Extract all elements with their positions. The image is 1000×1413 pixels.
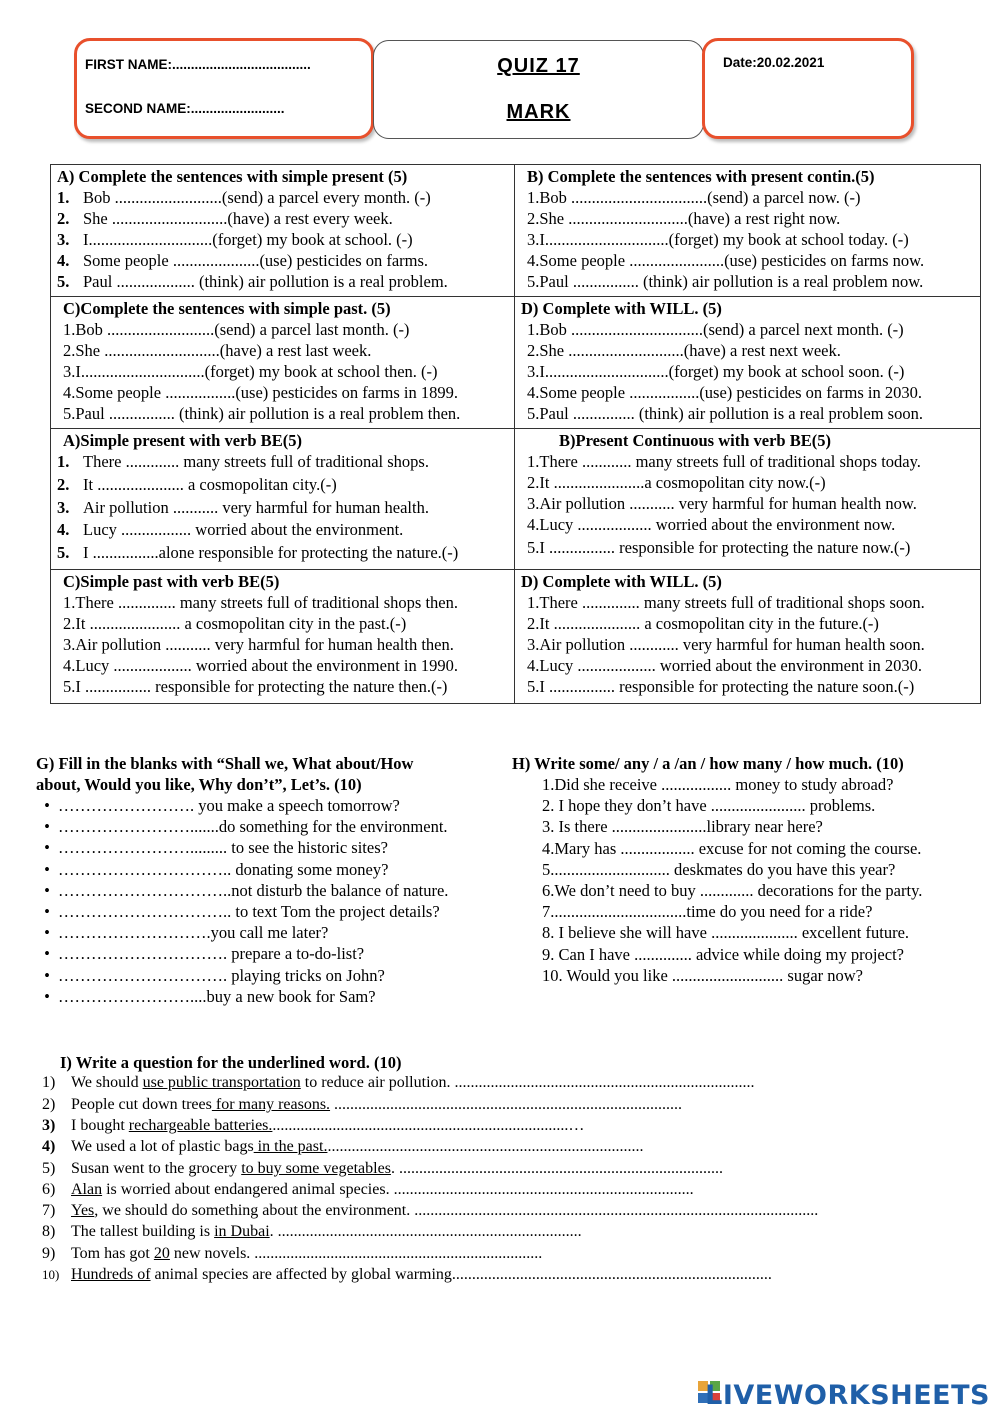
exercise-line: 4. Some people .....................(use) pesticides on farms. — [57, 251, 429, 270]
exercise-line: 4.Some people .................(use) pesticides on farms in 1899. — [63, 383, 459, 402]
fill-item: 2. I hope they don’t have ....................... problems. — [542, 796, 876, 816]
question-item: 4) We used a lot of plastic bags in the past................................................................................ — [42, 1138, 644, 1155]
fill-item: 6.We don’t need to buy ............. decorations for the party. — [542, 881, 923, 901]
section-title: B)Present Continuous with verb BE(5) — [559, 431, 831, 450]
exercise-line: 2.She .............................(have) a rest right now. — [527, 209, 841, 228]
exercise-line: 1.Bob ................................(send) a parcel next month. (-) — [527, 320, 904, 339]
exercise-line: 5.Paul ............... (think) air pollution is a real problem soon. — [527, 404, 923, 423]
exercise-line: 5. Paul ................... (think) air pollution is a real problem. — [57, 272, 448, 291]
fill-item: • ………………………….. to text Tom the project details? — [44, 902, 440, 922]
exercise-line: 2.She ............................(have) a rest next week. — [527, 341, 841, 360]
section-b-continuous-be — [515, 429, 981, 570]
fill-item: 3. Is there .......................library near here? — [542, 817, 823, 837]
exercise-line: 3.I..............................(forget) my book at school then. (-) — [63, 362, 438, 381]
quiz-title: QUIZ 17 — [497, 55, 580, 77]
section-a-simple-present — [51, 165, 515, 297]
question-item: 5) Susan went to the grocery to buy some vegetables. ................................................................................. — [42, 1160, 723, 1177]
exercise-line: 3. I..............................(forget) my book at school. (-) — [57, 230, 413, 249]
fill-item: • …………………………..not disturb the balance of nature. — [44, 880, 449, 900]
exercise-line: 3.I..............................(forget) my book at school today. (-) — [527, 230, 909, 249]
section-title: D) Complete with WILL. (5) — [521, 299, 722, 318]
exercise-line: 5.I ................ responsible for protecting the nature now.(-) — [527, 537, 911, 557]
section-d-will — [515, 297, 981, 429]
fill-item: • …………………………. prepare a to-do-list? — [44, 944, 365, 964]
mark-label: MARK — [506, 101, 571, 123]
exercise-line: 3. Air pollution ........... very harmful for human health. — [57, 497, 429, 517]
section-g-title-line1: G) Fill in the blanks with “Shall we, What about/How — [36, 754, 414, 773]
exercise-line: 2.It ...................... a cosmopolitan city in the past.(-) — [63, 613, 407, 633]
exercise-line: 1.Bob ..........................(send) a parcel last month. (-) — [63, 320, 410, 339]
exercise-grid — [50, 164, 981, 704]
fill-item: • ……………………....buy a new book for Sam? — [44, 986, 376, 1006]
section-i-title-text: I) Write a question for the underlined word. (10) — [60, 1053, 402, 1072]
second-name-label: SECOND NAME:......................... — [85, 101, 285, 116]
exercise-line: 5.I ................ responsible for protecting the nature soon.(-) — [527, 676, 915, 696]
exercise-line: 2.It ..................... a cosmopolitan city in the future.(-) — [527, 613, 879, 633]
section-a-present-be — [51, 429, 515, 570]
section-c-simple-past — [51, 297, 515, 429]
date-label: Date:20.02.2021 — [723, 55, 825, 70]
exercise-line: 5.I ................ responsible for protecting the nature then.(-) — [63, 676, 448, 696]
exercise-line: 1.Bob .................................(send) a parcel now. (-) — [527, 188, 861, 207]
fill-item: 8. I believe she will have ..................... excellent future. — [542, 923, 910, 943]
section-c-past-be — [51, 569, 515, 703]
section-title: C)Simple past with verb BE(5) — [63, 571, 280, 591]
exercise-line: 3.Air pollution ........... very harmful for human health now. — [527, 494, 917, 513]
exercise-line: 1.There ............ many streets full of traditional shops today. — [527, 452, 921, 471]
exercise-line: 4.Lucy ................... worried about the environment in 2030. — [527, 655, 923, 675]
section-title: A) Complete the sentences with simple present (5) — [57, 167, 408, 186]
exercise-line: 3.I..............................(forget) my book at school soon. (-) — [527, 362, 905, 381]
fill-item: 10. Would you like ........................... sugar now? — [542, 965, 864, 985]
question-item: 9) Tom has got 20 new novels. ........................................................................ — [42, 1245, 543, 1262]
exercise-line: 3.Air pollution ............ very harmful for human health soon. — [527, 634, 925, 654]
exercise-line: 4.Lucy ................... worried about the environment in 1990. — [63, 655, 459, 675]
fill-item: 9. Can I have .............. advice while doing my project? — [542, 944, 904, 964]
first-name-label: FIRST NAME:..................................... — [85, 57, 311, 72]
exercise-line: 5.Paul ................ (think) air pollution is a real problem then. — [63, 404, 461, 423]
exercise-line: 2. She ............................(have) a rest every week. — [57, 209, 393, 228]
fill-item: 1.Did she receive ................. money to study abroad? — [542, 775, 894, 794]
section-g — [36, 753, 506, 1007]
fill-item: 7.................................time do you need for a ride? — [542, 902, 873, 922]
question-item: 2) People cut down trees for many reasons. ....................................................................................... — [42, 1096, 683, 1113]
exercise-line: 1.There .............. many streets full of traditional shops then. — [63, 592, 459, 612]
section-title: A)Simple present with verb BE(5) — [63, 431, 302, 450]
exercise-line: 2.It ......................a cosmopolitan city now.(-) — [527, 473, 826, 492]
question-item: 6) Alan is worried about endangered animal species. ........................................................................... — [42, 1181, 694, 1198]
fill-item: • …………………….......do something for the environment. — [44, 817, 448, 837]
section-title: B) Complete the sentences with present contin.(5) — [527, 167, 875, 186]
exercise-line: 1.There .............. many streets full of traditional shops soon. — [527, 592, 925, 612]
fill-item: • ……………………. you make a speech tomorrow? — [44, 796, 400, 815]
date-box — [702, 38, 914, 139]
liveworksheets-logo[interactable]: LIVEWORKSHEETS — [705, 1380, 990, 1411]
exercise-line: 2.She ............................(have) a rest last week. — [63, 341, 372, 360]
section-d-will-be — [515, 569, 981, 703]
exercise-line: 5.Paul ................ (think) air pollution is a real problem now. — [527, 272, 924, 291]
exercise-line: 3.Air pollution ........... very harmful for human health then. — [63, 634, 454, 654]
exercise-line: 2. It ..................... a cosmopolitan city.(-) — [57, 474, 337, 494]
fill-item: • …………………………. playing tricks on John? — [44, 965, 385, 985]
exercise-line: 4.Some people .......................(use) pesticides on farms now. — [527, 251, 925, 270]
name-box — [74, 38, 374, 139]
question-item: 10) Hundreds of animal species are affected by global warming................................................................................ — [42, 1266, 772, 1283]
fill-item: • ……………………….you call me later? — [44, 923, 329, 943]
exercise-line: 4. Lucy ................. worried about the environment. — [57, 520, 404, 540]
exercise-line: 1. Bob ..........................(send) a parcel every month. (-) — [57, 188, 431, 207]
fill-item: • ……………………......... to see the historic sites? — [44, 838, 388, 858]
section-b-present-continuous — [515, 165, 981, 297]
question-item: 3) I bought rechargeable batteries...........................................................................… — [42, 1117, 585, 1134]
exercise-line: 1. There ............. many streets full of traditional shops. — [57, 452, 429, 471]
exercise-line: 4.Lucy .................. worried about the environment now. — [527, 515, 896, 534]
fill-item: • ………………………….. donating some money? — [44, 859, 389, 879]
title-box — [373, 40, 704, 139]
section-g-title-line2: about, Would you like, Why don’t”, Let’s. (10) — [36, 775, 362, 794]
section-h — [512, 753, 982, 986]
section-title: C)Complete the sentences with simple past. (5) — [63, 299, 391, 318]
section-title: D) Complete with WILL. (5) — [521, 571, 722, 591]
fill-item: 5............................. deskmates do you have this year? — [542, 859, 896, 879]
question-item: 1) We should use public transportation to reduce air pollution. ........................................................................... — [42, 1074, 755, 1091]
exercise-line: 4.Some people .................(use) pesticides on farms in 2030. — [527, 383, 923, 402]
question-item: 7) Yes, we should do something about the environment. ..................................................................................................... — [42, 1202, 819, 1219]
question-item: 8) The tallest building is in Dubai. ............................................................................ — [42, 1223, 582, 1240]
section-i-title — [60, 1052, 401, 1073]
section-h-title: H) Write some/ any / a /an / how many / how much. (10) — [512, 754, 904, 773]
fill-item: 4.Mary has .................. excuse for not coming the course. — [542, 838, 922, 858]
exercise-line: 5. I ................alone responsible for protecting the nature.(-) — [57, 543, 459, 563]
